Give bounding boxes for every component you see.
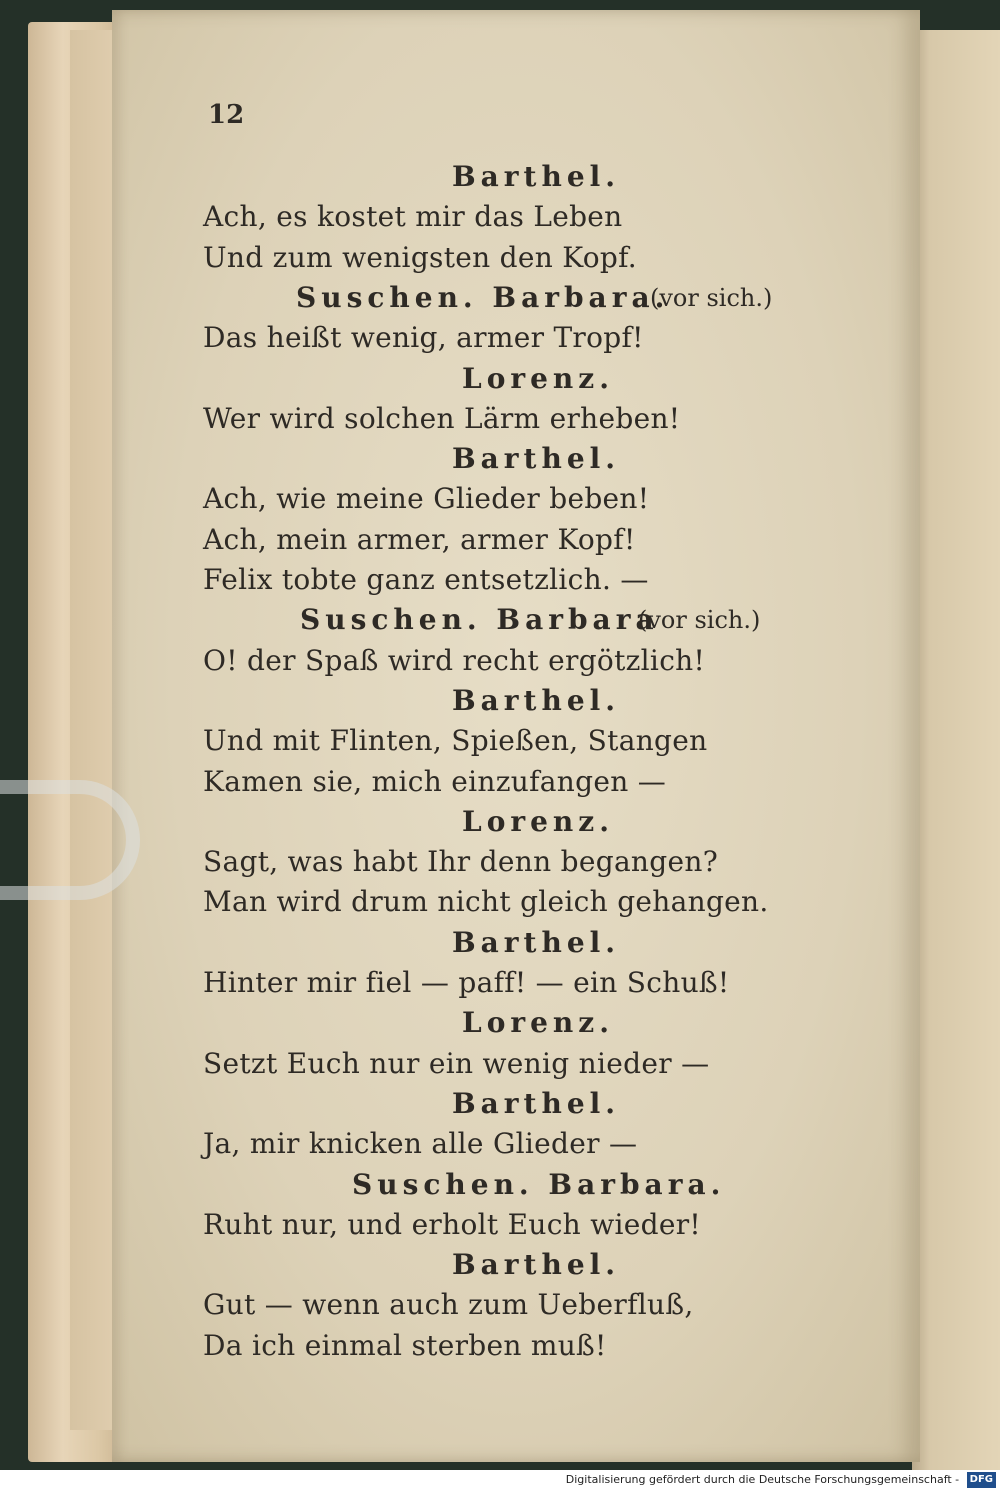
facing-page-edge: [912, 30, 1000, 1470]
verse-line: Und mit Flinten, Spießen, Stangen: [203, 724, 708, 758]
verse-line: Hinter mir fiel — paff! — ein Schuß!: [203, 966, 730, 999]
speaker-name: Suschen. Barbara: [300, 603, 659, 637]
speaker-name: Barthel.: [452, 925, 621, 959]
verse-line: Ja, mir knicken alle Glieder —: [203, 1127, 638, 1161]
footer-credit: [0, 1470, 1000, 1490]
page-number: 12: [208, 100, 245, 130]
speaker-name: Lorenz.: [462, 361, 614, 395]
verse-line: Ach, mein armer, armer Kopf!: [203, 522, 636, 556]
speaker-name: Suschen. Barbara.: [296, 280, 670, 314]
verse-line: Sagt, was habt Ihr denn begangen?: [203, 845, 719, 879]
speaker-name: Barthel.: [452, 683, 621, 717]
verse-line: Das heißt wenig, armer Tropf!: [203, 321, 644, 355]
verse-line: Man wird drum nicht gleich gehangen.: [203, 885, 769, 919]
verse-line: Ach, es kostet mir das Leben: [203, 200, 623, 234]
speaker-name: Barthel.: [452, 442, 621, 476]
verse-line: Wer wird solchen Lärm erheben!: [203, 401, 681, 435]
stage-direction: (vor sich.): [650, 283, 773, 312]
verse-line: Und zum wenigsten den Kopf.: [203, 240, 638, 274]
verse-line: Setzt Euch nur ein wenig nieder —: [203, 1046, 710, 1080]
verse-line: Gut — wenn auch zum Ueberfluß,: [203, 1288, 694, 1322]
speaker-name: Lorenz.: [462, 1006, 614, 1040]
page-clip: [0, 780, 140, 900]
speaker-name: Barthel.: [452, 1248, 621, 1282]
speaker-name: Lorenz.: [462, 804, 614, 838]
dfg-logo: DFG: [967, 1472, 996, 1488]
speaker-name: Barthel.: [452, 160, 621, 193]
footer-text: Digitalisierung gefördert durch die Deutsche Forschungsgemeinschaft -: [565, 1473, 960, 1486]
verse-line: O! der Spaß wird recht ergötzlich!: [203, 643, 706, 677]
verse-line: Da ich einmal sterben muß!: [203, 1328, 607, 1362]
verse-line: Ach, wie meine Glieder beben!: [203, 482, 650, 516]
speaker-name: Suschen. Barbara.: [352, 1167, 726, 1201]
verse-line: Felix tobte ganz entsetzlich. —: [203, 563, 649, 596]
verse-line: Kamen sie, mich einzufangen —: [203, 764, 667, 798]
speaker-name: Barthel.: [452, 1086, 621, 1120]
stage-direction: (vor sich.): [638, 606, 761, 635]
verse-line: Ruht nur, und erholt Euch wieder!: [203, 1207, 701, 1241]
